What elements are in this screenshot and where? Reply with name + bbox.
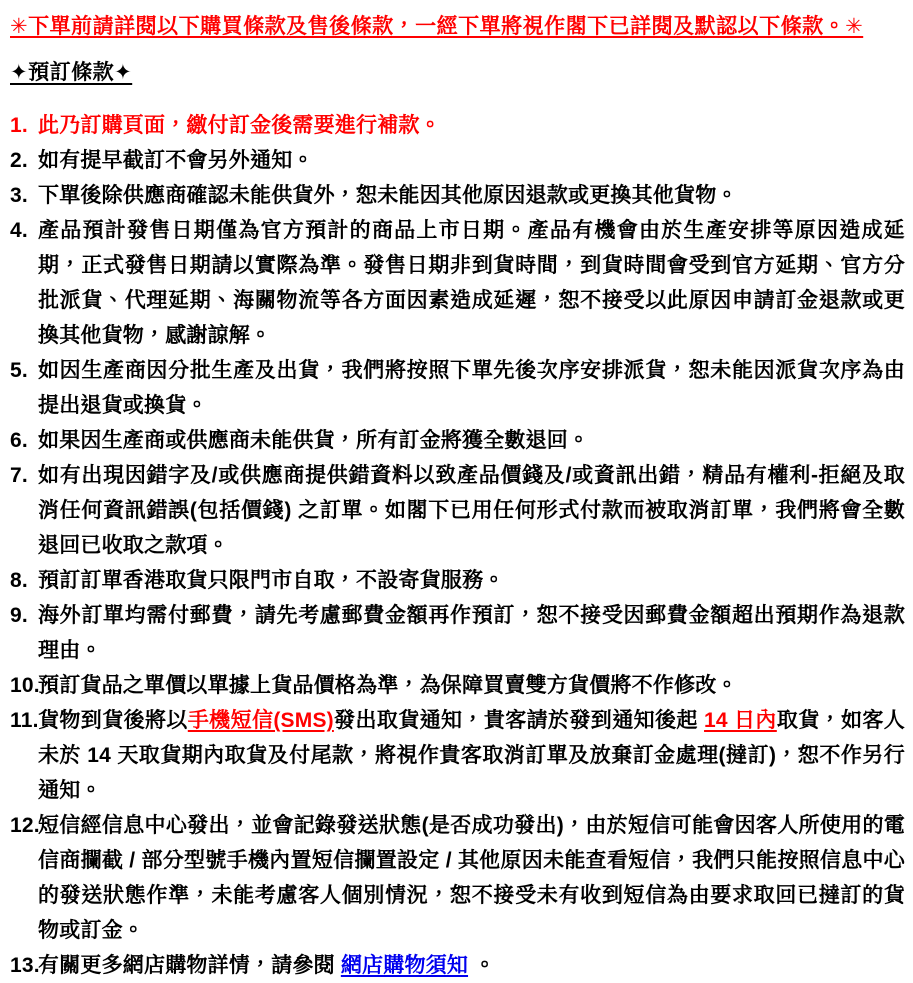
- term-number: 10.: [10, 674, 40, 697]
- term-item-8: [10, 563, 905, 598]
- term-item-3: [10, 178, 905, 213]
- term-number: 13.: [10, 954, 40, 977]
- term-text: 短信經信息中心發出，並會記錄發送狀態(是否成功發出)，由於短信可能會因客人所使用的電信商攔截 / 部分型號手機內置短信攔置設定 / 其他原因未能查看短信，我們只能按照信息中心的發送狀態作準，未能考慮客人個別情況，恕不接受未有收到短信為由要求取回已撻訂的貨物或訂金。: [38, 814, 905, 942]
- term-text: 取貨，如客人未於 14 天取貨期內取貨及付尾款，將視作貴客取消訂單及放棄訂金處理(撻訂)，恕不作另行通知。: [38, 709, 905, 802]
- term-item-9: [10, 598, 905, 668]
- term-text: 14 日內: [704, 709, 777, 732]
- term-item-1: [10, 108, 905, 143]
- term-text: 產品預計發售日期僅為官方預計的商品上市日期。產品有機會由於生產安排等原因造成延期，正式發售日期請以實際為準。發售日期非到貨時間，到貨時間會受到官方延期、官方分批派貨、代理延期、海關物流等各方面因素造成延遲，恕不接受以此原因申請訂金退款或更換其他貨物，感謝諒解。: [38, 219, 905, 347]
- term-item-10: [10, 668, 905, 703]
- term-text: 預訂訂單香港取貨只限門市自取，不設寄貨服務。: [38, 569, 505, 592]
- term-number: 11.: [10, 709, 39, 732]
- term-text: 如因生產商因分批生產及出貨，我們將按照下單先後次序安排派貨，恕未能因派貨次序為由提出退貨或換貨。: [38, 359, 905, 417]
- term-text: 如果因生產商或供應商未能供貨，所有訂金將獲全數退回。: [38, 429, 590, 452]
- term-number: 2.: [10, 149, 28, 172]
- term-item-5: [10, 353, 905, 423]
- term-text: 如有提早截訂不會另外通知。: [38, 149, 314, 172]
- term-item-2: [10, 143, 905, 178]
- section-title: ✦預訂條款✦: [10, 61, 133, 84]
- term-item-12: [10, 808, 905, 948]
- section-title-row: [10, 58, 905, 90]
- term-item-11: [10, 703, 905, 808]
- term-item-6: [10, 423, 905, 458]
- term-text: 發出取貨通知，貴客請於發到通知後起: [333, 709, 705, 732]
- term-number: 8.: [10, 569, 28, 592]
- terms-list: [10, 108, 905, 983]
- online-store-notice-link[interactable]: 網店購物須知: [340, 954, 469, 977]
- term-number: 4.: [10, 219, 28, 242]
- term-text: 手機短信(SMS): [187, 709, 334, 732]
- term-number: 1.: [10, 114, 28, 137]
- term-item-13: [10, 948, 905, 983]
- term-text: 海外訂單均需付郵費，請先考慮郵費金額再作預訂，恕不接受因郵費金額超出預期作為退款理由。: [38, 604, 905, 662]
- term-number: 3.: [10, 184, 28, 207]
- term-number: 7.: [10, 464, 28, 487]
- pre-order-warning-banner: ✳下單前請詳閱以下購買條款及售後條款，一經下單將視作閣下已詳閱及默認以下條款。✳: [10, 15, 864, 38]
- term-item-7: [10, 458, 905, 563]
- term-number: 12.: [10, 814, 40, 837]
- term-number: 6.: [10, 429, 28, 452]
- term-text: 下單後除供應商確認未能供貨外，恕未能因其他原因退款或更換其他貨物。: [38, 184, 738, 207]
- term-text: 貨物到貨後將以: [38, 709, 188, 732]
- term-text: 預訂貨品之單價以單據上貨品價格為準，為保障買賣雙方貨價將不作修改。: [38, 674, 738, 697]
- term-text: 如有出現因錯字及/或供應商提供錯資料以致產品價錢及/或資訊出錯，精品有權利-拒絕及取消任何資訊錯誤(包括價錢) 之訂單。如閣下已用任何形式付款而被取消訂單，我們將會全數退回已收取之款項。: [38, 464, 905, 557]
- term-text: 此乃訂購頁面，繳付訂金後需要進行補款。: [38, 114, 441, 137]
- term-text: 。: [468, 954, 496, 977]
- term-text: 有關更多網店購物詳情，請參閱: [38, 954, 341, 977]
- term-number: 5.: [10, 359, 28, 382]
- term-number: 9.: [10, 604, 28, 627]
- term-item-4: [10, 213, 905, 353]
